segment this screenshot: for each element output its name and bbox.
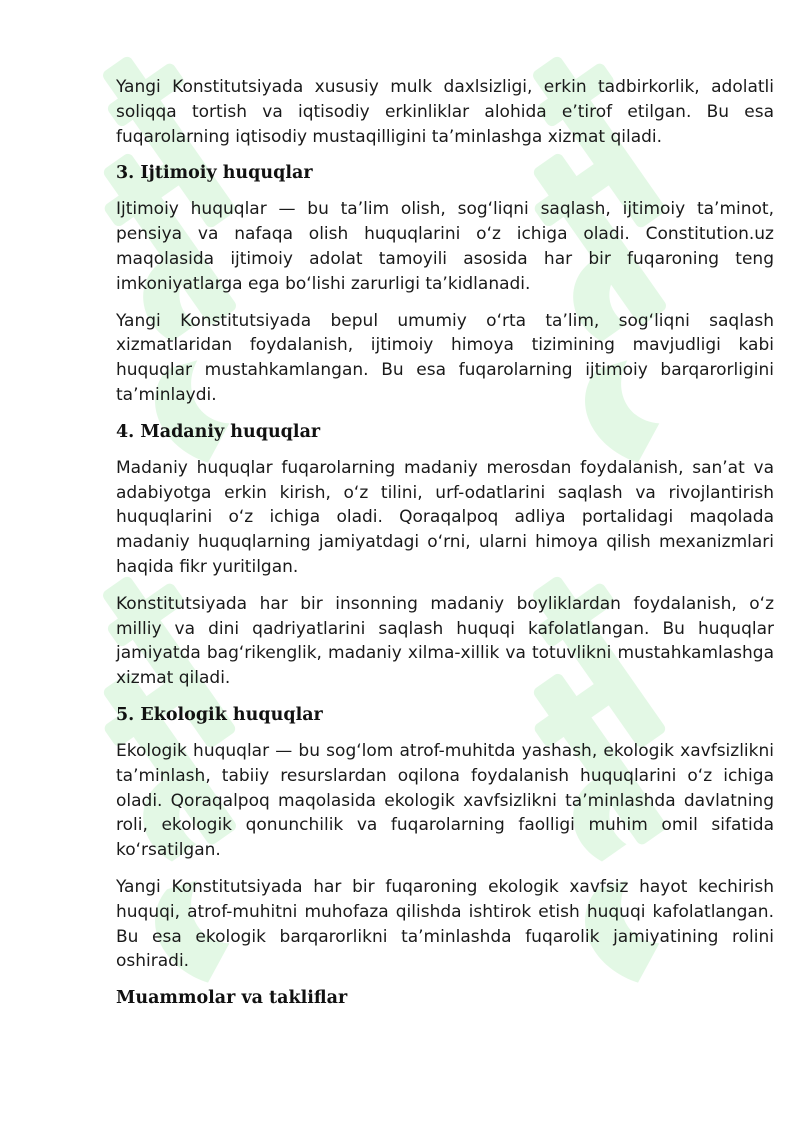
paragraph-cultural-rights-definition: Madaniy huquqlar fuqarolarning madaniy merosdan foydalanish, san’at va adabiyotga erkin kirish, o‘z tilini, urf-odatlarini saqlash va rivojlantirish huquqlarini o‘z ichiga oladi. Qoraqalpoq adliya portalidagi maqolada madaniy huquqlarning jamiyatdagi o‘rni, ularni himoya qilish mexanizmlari haqida fikr yuritilgan. (116, 457, 774, 577)
paragraph-ecological-rights-constitution: Yangi Konstitutsiyada har bir fuqaroning ekologik xavfsiz hayot kechirish huquqi, atrof-muhitni muhofaza qilishda ishtirok etish huquqi kafolatlangan. Bu esa ekologik barqarorlikni ta’minlashda fuqarolik jamiyatining rolini oshiradi. (116, 876, 774, 972)
heading-ecological-rights: 5. Ekologik huquqlar (116, 704, 323, 725)
heading-cultural-rights: 4. Madaniy huquqlar (116, 421, 321, 442)
heading-problems-and-proposals: Muammolar va takliflar (116, 988, 348, 1009)
paragraph-cultural-rights-constitution: Konstitutsiyada har bir insonning madaniy boyliklardan foydalanish, o‘z milliy va dini qadriyatlarini saqlash huquqi kafolatlangan. Bu huquqlar jamiyatda bag‘rikenglik, madaniy xilma-xillik va totuvlikni mustahkamlashga xizmat qiladi. (116, 593, 774, 689)
paragraph-social-rights-definition: Ijtimoiy huquqlar — bu ta’lim olish, sog‘liqni saqlash, ijtimoiy ta’minot, pensiya va nafaqa olish huquqlarini o‘z ichiga oladi. Constitution.uz maqolasida ijtimoiy adolat tamoyili asosida har bir fuqaroning teng imkoniyatlarga ega bo‘lishi zarurligi ta’kidlanadi. (116, 199, 774, 294)
paragraph-economic-rights-intro: Yangi Konstitutsiyada xususiy mulk daxlsizligi, erkin tadbirkorlik, adolatli soliqqa tortish va iqtisodiy erkinliklar alohida e’tirof etilgan. Bu esa fuqarolarning iqtisodiy mustaqilligini ta’minlashga xizmat qiladi. (116, 77, 774, 147)
paragraph-social-rights-constitution: Yangi Konstitutsiyada bepul umumiy o‘rta ta’lim, sog‘liqni saqlash xizmatlaridan foydalanish, ijtimoiy himoya tizimining mavjudligi kabi huquqlar mustahkamlangan. Bu esa fuqarolarning ijtimoiy barqarorligini ta’minlaydi. (116, 310, 774, 405)
heading-social-rights: 3. Ijtimoiy huquqlar (116, 163, 313, 184)
paragraph-ecological-rights-definition: Ekologik huquqlar — bu sog‘lom atrof-muhitda yashash, ekologik xavfsizlikni ta’minlash, tabiiy resurslardan oqilona foydalanish huquqlarini o‘z ichiga oladi. Qoraqalpoq maqolasida ekologik xavfsizlikni ta’minlashda davlatning roli, ekologik qonunchilik va fuqarolarning faolligi muhim omil sifatida ko‘rsatilgan. (116, 740, 774, 861)
